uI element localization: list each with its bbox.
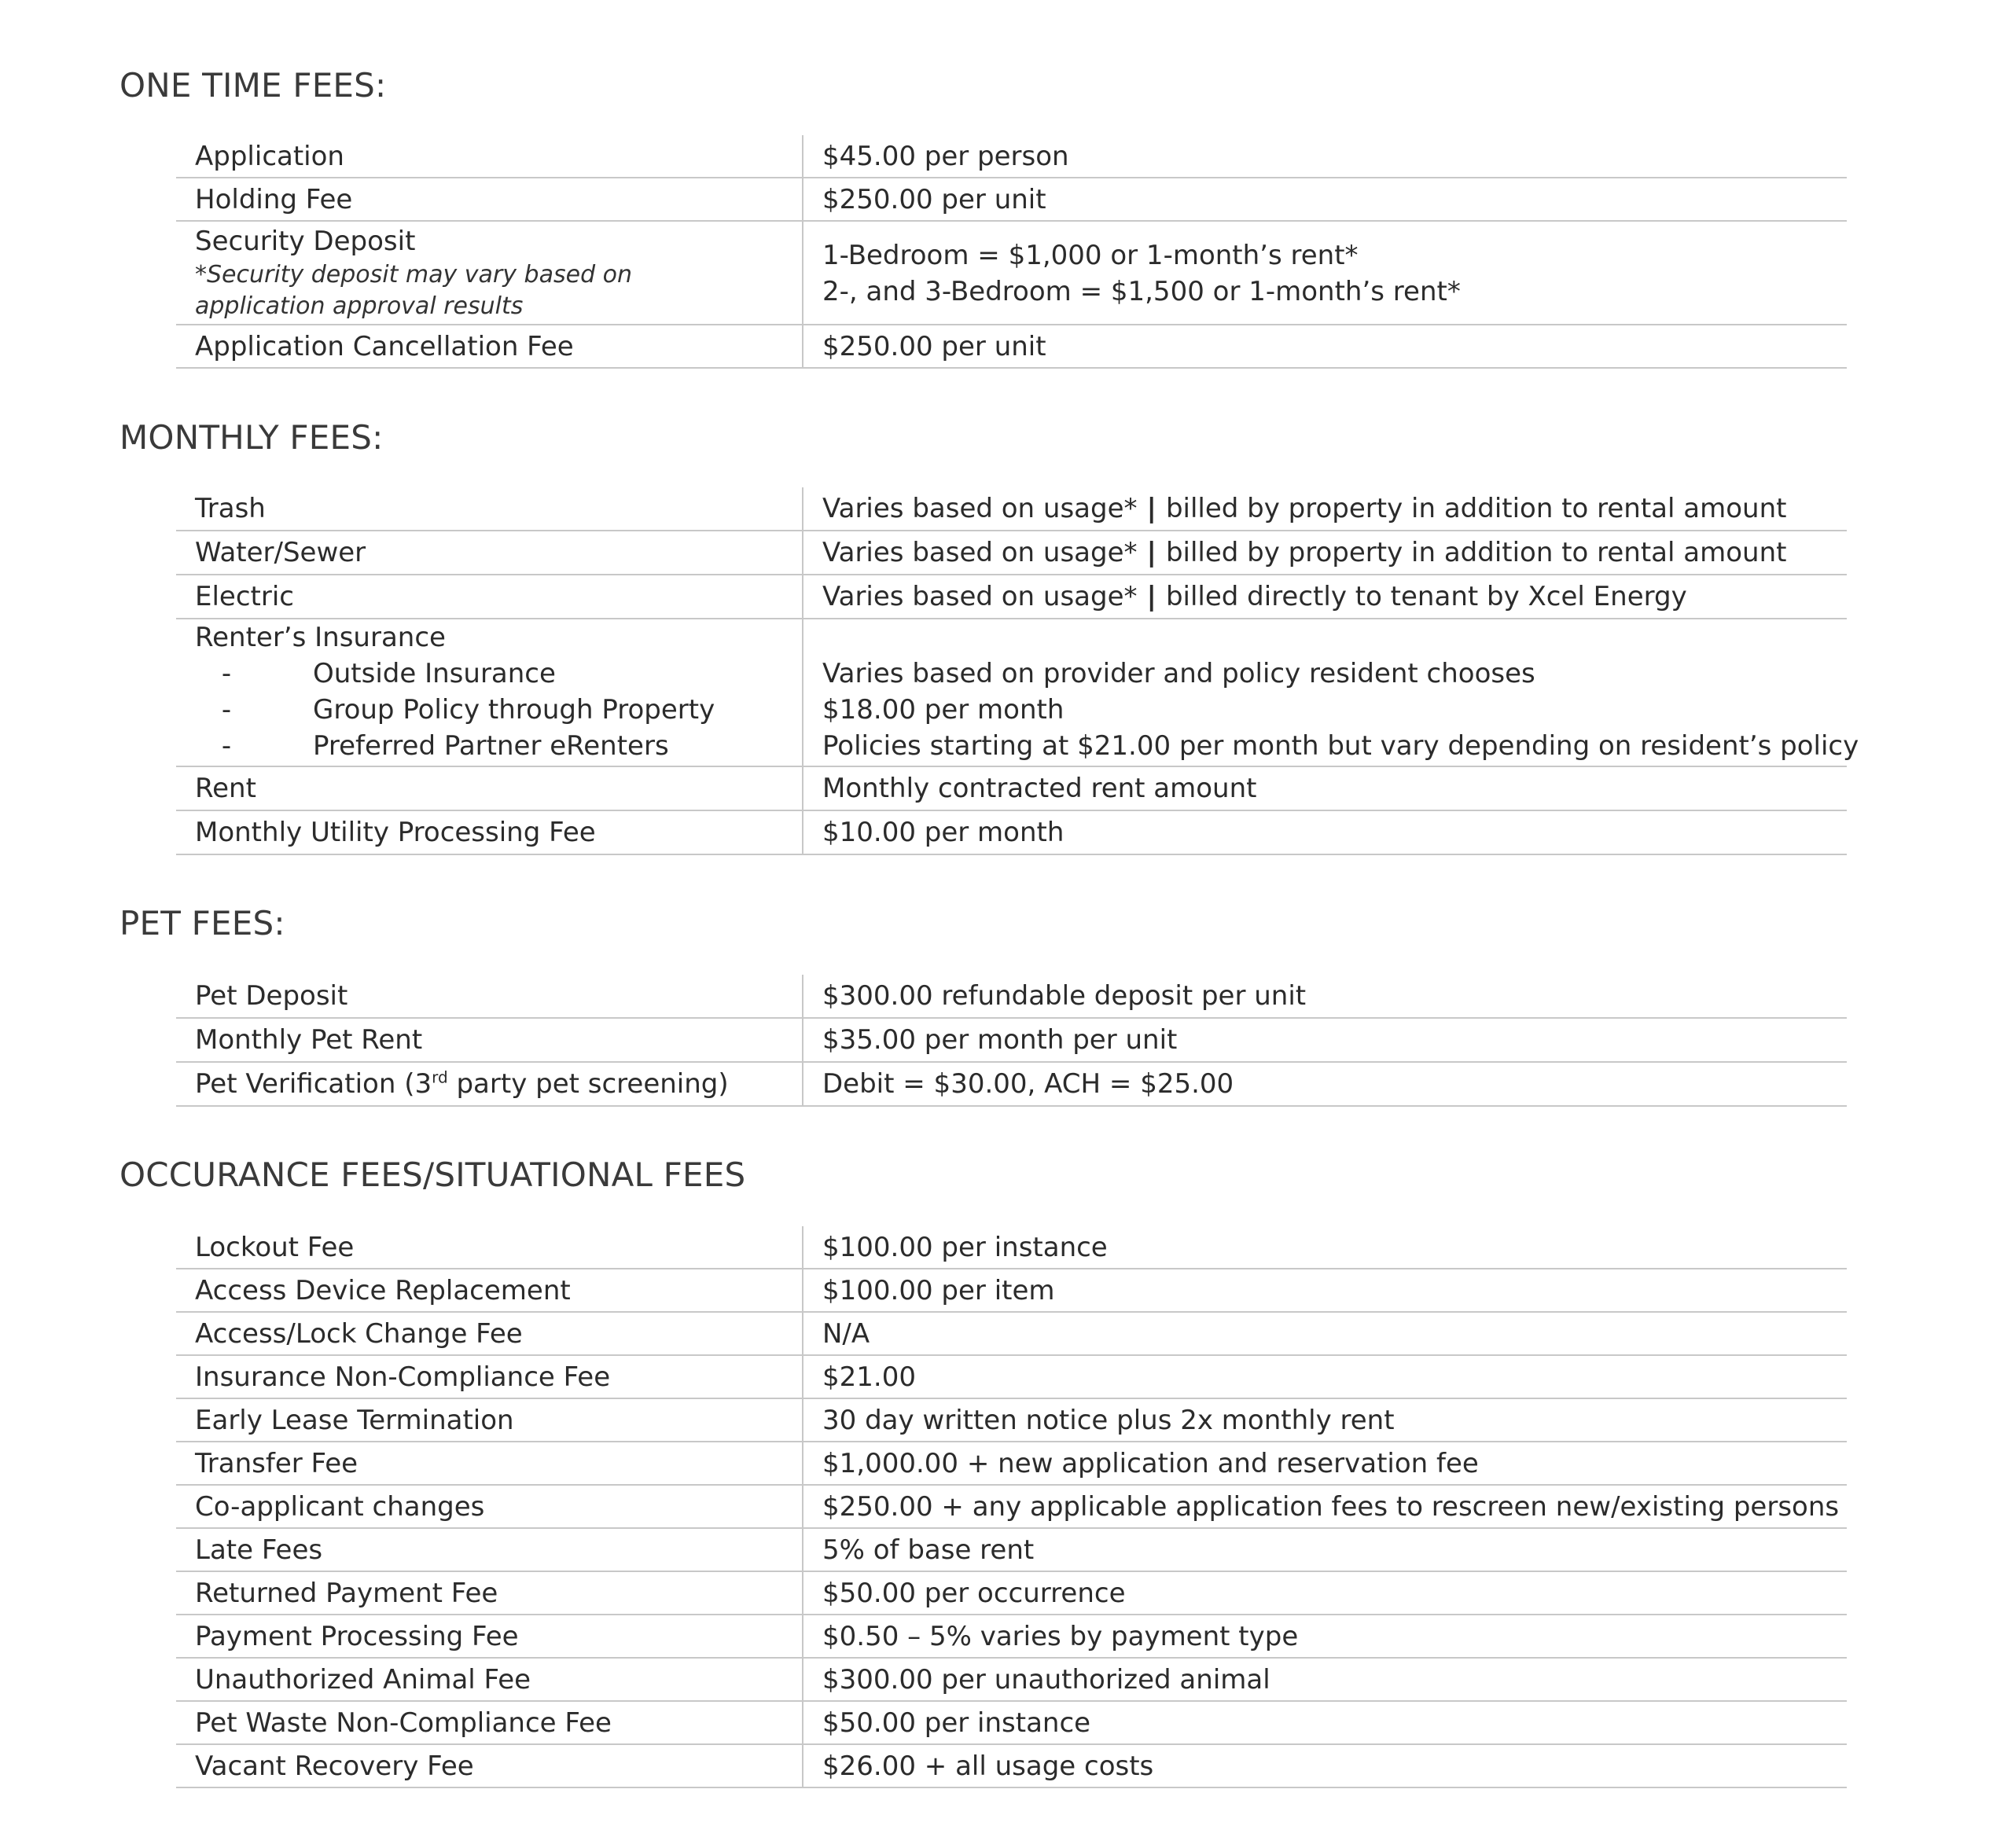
table-row <box>176 1529 1847 1572</box>
row-label: Access/Lock Change Fee <box>195 1318 523 1350</box>
row-value: $100.00 per instance <box>822 1232 1108 1263</box>
table-row <box>176 1486 1847 1529</box>
table-row <box>176 531 1847 575</box>
row-value: Varies based on usage* | billed directly to tenant by Xcel Energy <box>822 581 1687 612</box>
row-label: Holding Fee <box>195 184 353 215</box>
row-label: Trash <box>195 493 266 524</box>
table-row <box>176 1745 1847 1788</box>
row-value: 30 day written notice plus 2x monthly rent <box>822 1405 1395 1436</box>
row-value: $45.00 per person <box>822 141 1069 172</box>
table-row <box>176 767 1847 811</box>
table-one-time-fees <box>176 135 1847 369</box>
heading-monthly-fees: MONTHLY FEES: <box>120 418 384 457</box>
table-pet-fees <box>176 975 1847 1107</box>
row-label: Rent <box>195 773 256 804</box>
row-value-line: 2-, and 3-Bedroom = $1,500 or 1-month’s rent* <box>822 276 1461 307</box>
heading-one-time-fees: ONE TIME FEES: <box>120 66 387 105</box>
table-row <box>176 178 1847 222</box>
table-row <box>176 1702 1847 1745</box>
row-value: $21.00 <box>822 1361 916 1393</box>
table-row <box>176 575 1847 619</box>
row-value-group <box>822 237 1837 310</box>
table-row <box>176 1019 1847 1063</box>
table-row <box>176 222 1847 325</box>
table-monthly-fees <box>176 487 1859 855</box>
row-label: Renter’s Insurance <box>195 622 446 653</box>
row-value: $10.00 per month <box>822 817 1065 848</box>
table-row <box>176 487 1847 531</box>
row-label: Application <box>195 141 344 172</box>
sub-item-value: Policies starting at $21.00 per month but vary depending on resident’s policy <box>822 730 1859 762</box>
table-row <box>176 1659 1847 1702</box>
row-label-group <box>195 223 792 322</box>
sub-item: - Group Policy through Property <box>221 694 715 726</box>
row-label: Pet Waste Non-Compliance Fee <box>195 1707 612 1739</box>
table-row <box>176 1399 1847 1442</box>
row-label: Co-applicant changes <box>195 1491 485 1523</box>
row-value: $250.00 per unit <box>822 184 1046 215</box>
row-label: Water/Sewer <box>195 537 366 568</box>
sub-item: - Outside Insurance <box>221 658 556 689</box>
row-value: 5% of base rent <box>822 1534 1035 1566</box>
row-value: $300.00 refundable deposit per unit <box>822 980 1307 1012</box>
table-row <box>176 1269 1847 1313</box>
row-value: Debit = $30.00, ACH = $25.00 <box>822 1068 1234 1100</box>
row-label: Monthly Pet Rent <box>195 1024 423 1056</box>
table-row <box>176 325 1847 369</box>
row-label: Insurance Non-Compliance Fee <box>195 1361 611 1393</box>
row-note: *Security deposit may vary based on application approval results <box>195 261 633 320</box>
row-label: Pet Verification (3rd party pet screening) <box>195 1067 729 1100</box>
row-label: Vacant Recovery Fee <box>195 1751 474 1782</box>
row-value: $35.00 per month per unit <box>822 1024 1178 1056</box>
row-value: $250.00 per unit <box>822 331 1046 362</box>
table-row <box>176 135 1847 178</box>
row-value: $50.00 per instance <box>822 1707 1091 1739</box>
row-label: Application Cancellation Fee <box>195 331 574 362</box>
table-row <box>176 1615 1847 1659</box>
sub-item-value: Varies based on provider and policy resident chooses <box>822 658 1535 689</box>
row-value: Varies based on usage* | billed by property in addition to rental amount <box>822 493 1787 524</box>
row-label: Early Lease Termination <box>195 1405 514 1436</box>
row-label: Late Fees <box>195 1534 323 1566</box>
row-value-group <box>822 656 1859 764</box>
table-row <box>176 1063 1847 1107</box>
table-row <box>176 1226 1847 1269</box>
table-row <box>176 1572 1847 1615</box>
heading-occurance-fees: OCCURANCE FEES/SITUATIONAL FEES <box>120 1155 746 1194</box>
table-row <box>176 619 1859 767</box>
row-value: $300.00 per unauthorized animal <box>822 1664 1270 1696</box>
table-row <box>176 1313 1847 1356</box>
row-value: $0.50 – 5% varies by payment type <box>822 1621 1299 1652</box>
row-value: N/A <box>822 1318 870 1350</box>
row-value: $50.00 per occurrence <box>822 1578 1126 1609</box>
sub-item-value: $18.00 per month <box>822 694 1065 726</box>
table-occurance-fees <box>176 1226 1847 1788</box>
row-value: $100.00 per item <box>822 1275 1055 1306</box>
row-value: Monthly contracted rent amount <box>822 773 1257 804</box>
table-row <box>176 1356 1847 1399</box>
row-value: $26.00 + all usage costs <box>822 1751 1154 1782</box>
sub-item: - Preferred Partner eRenters <box>221 730 669 762</box>
row-value: Varies based on usage* | billed by property in addition to rental amount <box>822 537 1787 568</box>
table-row <box>176 1442 1847 1486</box>
row-value: $1,000.00 + new application and reservation fee <box>822 1448 1479 1479</box>
row-value: $250.00 + any applicable application fees to rescreen new/existing persons <box>822 1491 1840 1523</box>
row-label: Returned Payment Fee <box>195 1578 498 1609</box>
row-label: Pet Deposit <box>195 980 348 1012</box>
row-label: Monthly Utility Processing Fee <box>195 817 596 848</box>
heading-pet-fees: PET FEES: <box>120 904 285 942</box>
table-row <box>176 975 1847 1019</box>
row-label-group <box>195 619 792 764</box>
row-label: Payment Processing Fee <box>195 1621 519 1652</box>
row-label: Transfer Fee <box>195 1448 359 1479</box>
row-label: Access Device Replacement <box>195 1275 571 1306</box>
row-label: Unauthorized Animal Fee <box>195 1664 531 1696</box>
row-label: Security Deposit <box>195 226 416 257</box>
table-row <box>176 811 1847 855</box>
row-value-line: 1-Bedroom = $1,000 or 1-month’s rent* <box>822 240 1359 271</box>
row-label: Electric <box>195 581 294 612</box>
row-label: Lockout Fee <box>195 1232 355 1263</box>
